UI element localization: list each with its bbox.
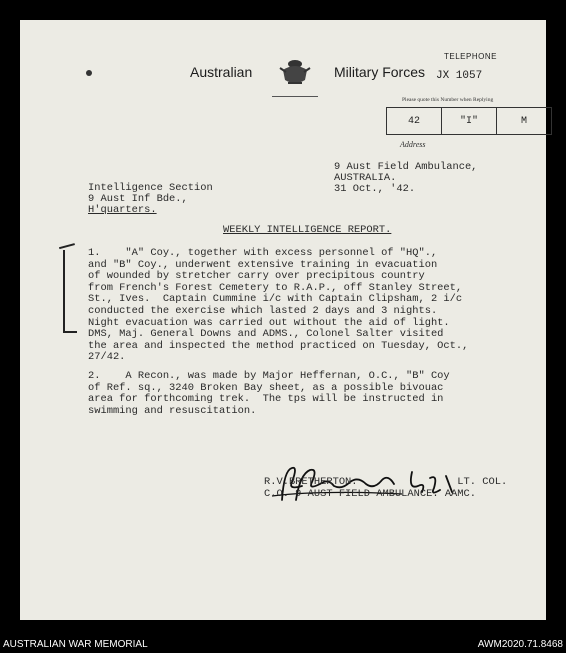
bracket-mark bbox=[63, 250, 75, 332]
report-title: WEEKLY INTELLIGENCE REPORT. bbox=[223, 224, 392, 236]
reference-box bbox=[386, 107, 552, 135]
telephone-label: TELEPHONE bbox=[444, 52, 497, 61]
paragraph-2-line: 2. A Recon., was made by Major Heffernan, O.C., "B" Coy bbox=[88, 370, 450, 382]
footer-credit: AUSTRALIAN WAR MEMORIAL bbox=[3, 639, 148, 650]
telephone-number: JX 1057 bbox=[436, 70, 483, 82]
reference-cell: 42 bbox=[387, 108, 442, 134]
signature-unit-line: C.O. 9 AUST FIELD AMBULANCE. AAMC. bbox=[264, 488, 477, 500]
sender-address-line: AUSTRALIA. bbox=[334, 172, 397, 184]
paragraph-2-line: swimming and resuscitation. bbox=[88, 404, 257, 417]
letterhead-rule bbox=[272, 96, 318, 97]
bracket-mark bbox=[63, 331, 77, 333]
paragraph-1-line: St., Ives. Captain Cummine i/c with Captain Clipsham, 2 i/c bbox=[88, 293, 463, 306]
letterhead-right: Military Forces bbox=[334, 64, 426, 80]
paragraph-1-line: of wounded by stretcher carry over precipitous country bbox=[88, 270, 425, 283]
paragraph-1-line: and "B" Coy., underwent extensive training in evacuation bbox=[88, 258, 438, 271]
signature-name-line: R.V.BRETHERTON. LT. COL. bbox=[264, 476, 508, 488]
letter-sheet bbox=[20, 20, 546, 620]
paragraph-1-line: DMS, Maj. General Downs and ADMS., Colonel Salter visited bbox=[88, 328, 444, 341]
paragraph-1-line: 1. "A" Coy., together with excess personnel of "HQ"., bbox=[88, 247, 438, 259]
paragraph-2-line: of Ref. sq., 3240 Broken Bay sheet, as a possible bivouac bbox=[88, 381, 444, 394]
recipient-line: H'quarters. bbox=[88, 204, 157, 216]
paragraph-2-line: area for forthcoming trek. The tps will be instructed in bbox=[88, 393, 444, 406]
reference-cell: "I" bbox=[442, 108, 497, 134]
recipient-line: 9 Aust Inf Bde., bbox=[88, 193, 188, 205]
sender-address-line: 9 Aust Field Ambulance, bbox=[334, 161, 478, 173]
ink-mark bbox=[86, 70, 92, 76]
paragraph-1-line: from French's Forest Cemetery to R.A.P., off Stanley Street, bbox=[88, 281, 463, 294]
paragraph-1-line: the area and inspected the method practiced on Tuesday, Oct., bbox=[88, 339, 469, 352]
address-label: Address bbox=[400, 140, 426, 149]
quote-note: Please quote this Number when Replying bbox=[402, 97, 494, 103]
paragraph-1-line: Night evacuation was carried out without the aid of light. bbox=[88, 316, 450, 329]
paragraph-1-line: conducted the exercise which lasted 2 days and 3 nights. bbox=[88, 305, 438, 317]
paragraph-1-line: 27/42. bbox=[88, 351, 126, 364]
letter-date: 31 Oct., '42. bbox=[334, 183, 416, 195]
footer-accession-number: AWM2020.71.8468 bbox=[477, 639, 563, 650]
coat-of-arms-icon bbox=[278, 56, 312, 86]
reference-cell: M bbox=[520, 115, 527, 127]
recipient-line: Intelligence Section bbox=[88, 182, 213, 194]
letterhead-left: Australian bbox=[190, 64, 253, 80]
